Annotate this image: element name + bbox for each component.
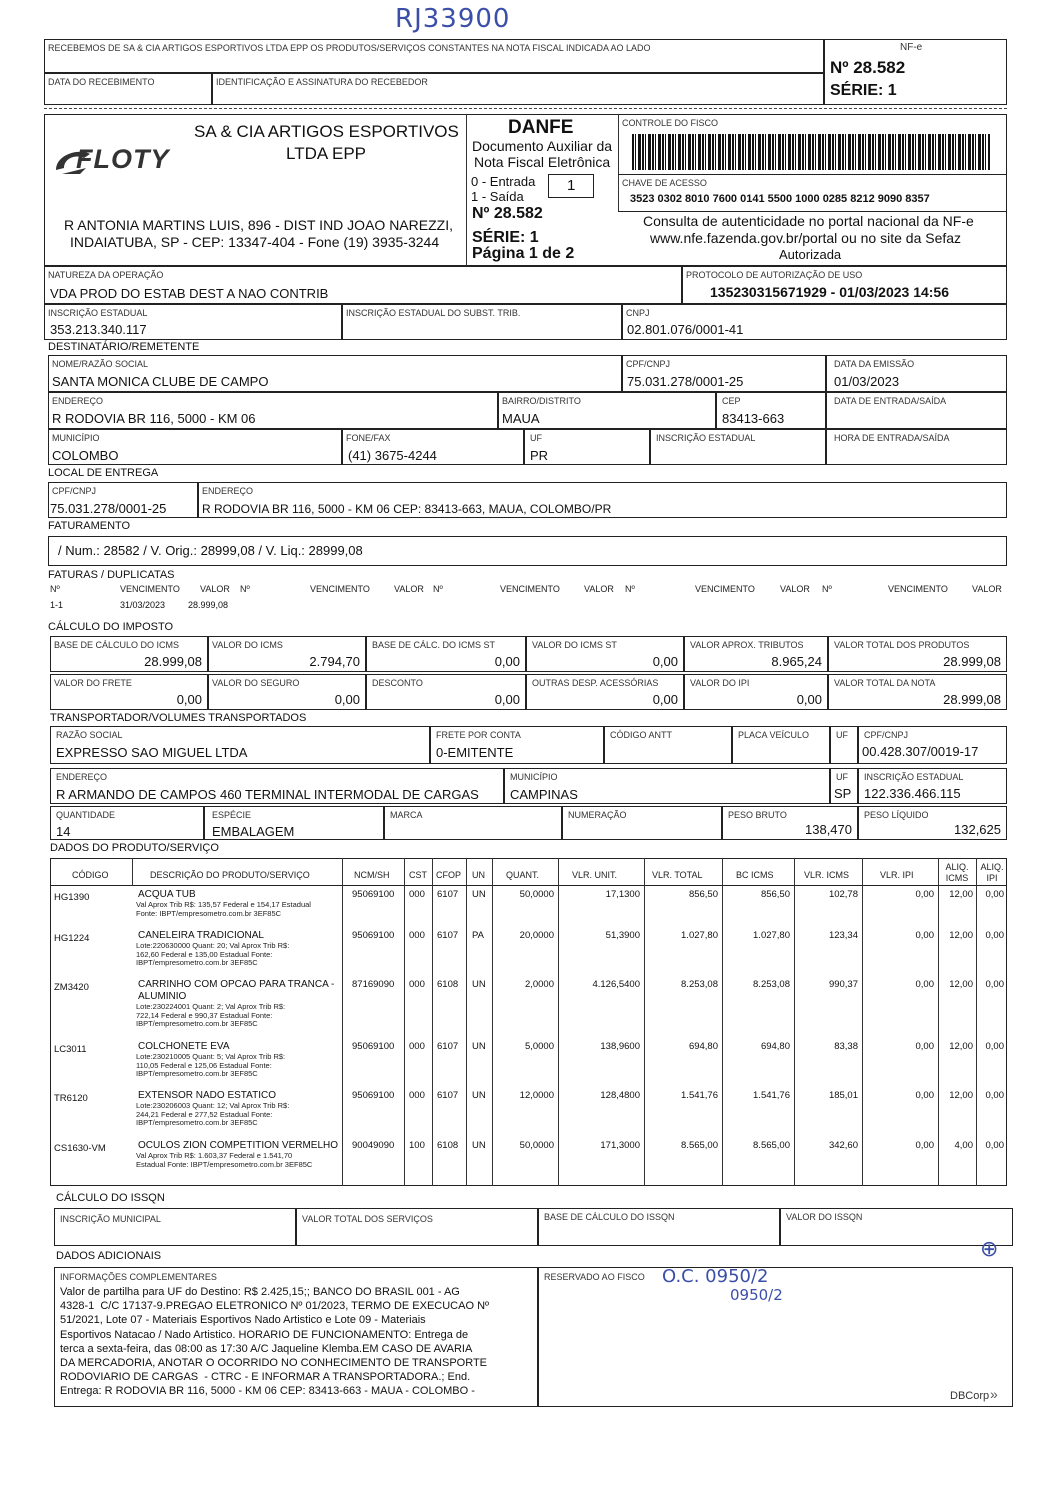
additional-section: DADOS ADICIONAIS bbox=[56, 1250, 162, 1262]
recipient-ie-label: INSCRIÇÃO ESTADUAL bbox=[656, 433, 756, 443]
product-ncm: 95069100 bbox=[352, 889, 395, 900]
product-ipi: 0,00 bbox=[915, 889, 934, 900]
bruto-value: 138,470 bbox=[805, 822, 852, 837]
emissao-value: 01/03/2023 bbox=[834, 374, 900, 389]
product-qty: 20,0000 bbox=[519, 930, 554, 941]
product-cst: 000 bbox=[409, 979, 425, 990]
fone-label: FONE/FAX bbox=[346, 433, 391, 443]
product-icms: 83,38 bbox=[834, 1041, 858, 1052]
total-prod: 28.999,08 bbox=[943, 654, 1001, 669]
product-cst: 100 bbox=[409, 1140, 425, 1151]
dup-header: Nº bbox=[240, 584, 250, 594]
dup-header: VENCIMENTO bbox=[500, 584, 560, 594]
product-aliq-icms: 4,00 bbox=[954, 1140, 973, 1151]
transport-uf2: SP bbox=[834, 786, 852, 801]
product-aliq-icms: 12,00 bbox=[949, 1041, 973, 1052]
col-line bbox=[644, 858, 645, 1186]
recipient-section: DESTINATÁRIO/REMETENTE bbox=[48, 341, 200, 353]
frete-conta-label: FRETE POR CONTA bbox=[436, 730, 521, 740]
col-line bbox=[976, 858, 977, 1186]
dup-num: 1-1 bbox=[50, 600, 64, 610]
reserved-label: RESERVADO AO FISCO bbox=[544, 1272, 645, 1282]
col-line bbox=[558, 858, 559, 1186]
product-un: UN bbox=[472, 1090, 486, 1101]
especie-value: EMBALAGEM bbox=[212, 824, 295, 839]
product-icms: 102,78 bbox=[828, 889, 858, 900]
danfe-saida: 1 - Saída bbox=[471, 189, 524, 204]
product-total: 1.541,76 bbox=[681, 1090, 718, 1101]
product-aliq-ipi: 0,00 bbox=[985, 889, 1004, 900]
product-aliq-icms: 12,00 bbox=[949, 1090, 973, 1101]
col-line bbox=[794, 858, 795, 1186]
base-st-label: BASE DE CÁLC. DO ICMS ST bbox=[372, 640, 496, 650]
product-cst: 000 bbox=[409, 889, 425, 900]
aprox-value: 8.965,24 bbox=[771, 654, 822, 669]
recipient-name-label: NOME/RAZÃO SOCIAL bbox=[52, 359, 149, 369]
product-aliq-ipi: 0,00 bbox=[985, 1041, 1004, 1052]
product-icms: 990,37 bbox=[828, 979, 858, 990]
transport-uf2-label: UF bbox=[836, 772, 848, 782]
danfe-type-value: 1 bbox=[567, 177, 576, 194]
total-nota: 28.999,08 bbox=[943, 692, 1001, 707]
dup-section: FATURAS / DUPLICATAS bbox=[48, 569, 175, 581]
col-line bbox=[862, 858, 863, 1186]
product-ipi: 0,00 bbox=[915, 930, 934, 941]
info-label: INFORMAÇÕES COMPLEMENTARES bbox=[60, 1272, 217, 1282]
product-code: TR6120 bbox=[54, 1093, 88, 1104]
product-aliq-icms: 12,00 bbox=[949, 889, 973, 900]
dup-header: VALOR bbox=[200, 584, 230, 594]
frete-label: VALOR DO FRETE bbox=[54, 678, 132, 688]
dup-venc: 31/03/2023 bbox=[120, 600, 166, 610]
natureza-value: VDA PROD DO ESTAB DEST A NAO CONTRIB bbox=[50, 286, 329, 301]
product-name: ACQUA TUB bbox=[138, 889, 196, 900]
endereco-value: R RODOVIA BR 116, 5000 - KM 06 bbox=[52, 411, 256, 426]
product-cst: 000 bbox=[409, 930, 425, 941]
chave-label: CHAVE DE ACESSO bbox=[622, 178, 707, 188]
product-cst: 000 bbox=[409, 1041, 425, 1052]
divider bbox=[466, 114, 467, 266]
product-icms: 342,60 bbox=[828, 1140, 858, 1151]
bruto-label: PESO BRUTO bbox=[728, 810, 787, 820]
ie-label: INSCRIÇÃO ESTADUAL bbox=[48, 308, 148, 318]
transport-municipio-label: MUNICÍPIO bbox=[510, 772, 558, 782]
product-un: UN bbox=[472, 979, 486, 990]
product-name: CANELEIRA TRADICIONAL bbox=[138, 930, 264, 941]
product-ncm: 95069100 bbox=[352, 1090, 395, 1101]
dup-header: VALOR bbox=[584, 584, 614, 594]
product-code: HG1224 bbox=[54, 933, 90, 944]
consulta-1: Consulta de autenticidade no portal nacional da NF-e bbox=[643, 213, 974, 229]
aprox-label: VALOR APROX. TRIBUTOS bbox=[690, 640, 804, 650]
protocolo-label: PROTOCOLO DE AUTORIZAÇÃO DE USO bbox=[686, 270, 863, 280]
col-ipi: VLR. IPI bbox=[880, 870, 914, 880]
receipt-number: Nº 28.582 bbox=[830, 58, 906, 77]
col-line bbox=[722, 858, 723, 1186]
recipient-cpf: 75.031.278/0001-25 bbox=[627, 374, 744, 389]
product-code: HG1390 bbox=[54, 892, 90, 903]
product-bc: 8.565,00 bbox=[753, 1140, 790, 1151]
col-aliq-icms: ALIQ. ICMS bbox=[945, 862, 969, 883]
base-icms-label: BASE DE CÁLCULO DO ICMS bbox=[54, 640, 180, 650]
valor-st: 0,00 bbox=[652, 654, 678, 669]
product-ipi: 0,00 bbox=[915, 1041, 934, 1052]
danfe-title: DANFE bbox=[508, 117, 574, 138]
col-un: UN bbox=[472, 870, 485, 880]
col-bc: BC ICMS bbox=[736, 870, 774, 880]
transport-municipio: CAMPINAS bbox=[510, 787, 578, 802]
outras-value: 0,00 bbox=[652, 692, 678, 707]
product-extra: Lote:220630000 Quant: 20; Val Aprox Trib R$: 162,60 Federal e 135,00 Estadual Fonte: IBPT/empresometro.com.br 3EF85C bbox=[136, 941, 290, 967]
product-bc: 8.253,08 bbox=[753, 979, 790, 990]
product-cfop: 6107 bbox=[437, 1041, 459, 1052]
issuer-name-1: SA & CIA ARTIGOS ESPORTIVOS bbox=[194, 122, 459, 141]
uf-value: PR bbox=[530, 448, 549, 463]
col-line bbox=[432, 858, 433, 1186]
issqn-valor-label: VALOR DO ISSQN bbox=[786, 1212, 863, 1222]
footer-logo: DBCorp bbox=[950, 1390, 990, 1402]
product-unit: 171,3000 bbox=[600, 1140, 640, 1151]
razao-value: EXPRESSO SAO MIGUEL LTDA bbox=[56, 745, 248, 760]
col-qty: QUANT. bbox=[506, 870, 540, 880]
product-total: 8.565,00 bbox=[681, 1140, 718, 1151]
endereco-label: ENDEREÇO bbox=[52, 396, 104, 406]
danfe-sub-2: Nota Fiscal Eletrônica bbox=[474, 154, 611, 170]
transport-uf-label: UF bbox=[836, 730, 848, 740]
razao-label: RAZÃO SOCIAL bbox=[56, 730, 123, 740]
marca-label: MARCA bbox=[390, 810, 423, 820]
dup-header: Nº bbox=[822, 584, 832, 594]
product-code: CS1630-VM bbox=[54, 1143, 106, 1154]
product-total: 694,80 bbox=[688, 1041, 718, 1052]
transport-cnpj-label: CPF/CNPJ bbox=[864, 730, 909, 740]
issuer-address-1: R ANTONIA MARTINS LUIS, 896 - DIST IND JOAO NAREZZI, bbox=[64, 217, 453, 233]
col-line bbox=[492, 858, 493, 1186]
liquido-value: 132,625 bbox=[954, 822, 1001, 837]
product-name: CARRINHO COM OPCAO PARA TRANCA - ALUMINIO bbox=[138, 979, 335, 1002]
product-extra: Val Aprox Trib R$: 1.603,37 Federal e 1.541,70 Estadual Fonte: IBPT/empresometro.com.br 3EF85C bbox=[136, 1151, 313, 1169]
product-name: COLCHONETE EVA bbox=[138, 1041, 230, 1052]
product-cst: 000 bbox=[409, 1090, 425, 1101]
col-aliq-ipi: ALIQ. IPI bbox=[980, 862, 1004, 883]
product-aliq-ipi: 0,00 bbox=[985, 930, 1004, 941]
entrada-label: DATA DE ENTRADA/SAÍDA bbox=[834, 396, 947, 406]
product-qty: 50,0000 bbox=[519, 889, 554, 900]
danfe-series: SÉRIE: 1 bbox=[472, 229, 539, 246]
chave-acesso: 3523 0302 8010 7600 0141 5500 1000 0285 8212 9090 8357 bbox=[630, 193, 930, 205]
product-total: 856,50 bbox=[688, 889, 718, 900]
consulta-3: Autorizada bbox=[779, 247, 842, 262]
receipt-date-label: DATA DO RECEBIMENTO bbox=[48, 77, 155, 87]
product-unit: 138,9600 bbox=[600, 1041, 640, 1052]
col-line bbox=[404, 858, 405, 1186]
product-name: OCULOS ZION COMPETITION VERMELHO bbox=[138, 1140, 339, 1151]
product-ncm: 87169090 bbox=[352, 979, 395, 990]
product-qty: 2,0000 bbox=[524, 979, 554, 990]
product-extra: Lote:230224001 Quant: 2; Val Aprox Trib R$: 722,14 Federal e 990,37 Estadual Fonte: IBPT/empresometro.com.br 3EF85C bbox=[136, 1002, 286, 1028]
floty-logo bbox=[50, 140, 190, 186]
recipient-name: SANTA MONICA CLUBE DE CAMPO bbox=[52, 374, 269, 389]
outras-label: OUTRAS DESP. ACESSÓRIAS bbox=[532, 678, 659, 688]
danfe-page: Página 1 de 2 bbox=[472, 245, 575, 262]
product-code: LC3011 bbox=[54, 1044, 87, 1055]
delivery-section: LOCAL DE ENTREGA bbox=[48, 467, 159, 479]
product-total: 8.253,08 bbox=[681, 979, 718, 990]
col-cst: CST bbox=[409, 870, 427, 880]
bairro-label: BAIRRO/DISTRITO bbox=[502, 396, 581, 406]
receipt-text: RECEBEMOS DE SA & CIA ARTIGOS ESPORTIVOS LTDA EPP OS PRODUTOS/SERVIÇOS CONSTANTES NA NOTA FISCAL INDICADA AO LADO bbox=[48, 43, 651, 53]
ie-value: 353.213.340.117 bbox=[50, 322, 147, 337]
dup-header: VENCIMENTO bbox=[695, 584, 755, 594]
dup-valor: 28.999,08 bbox=[188, 600, 229, 610]
valor-icms: 2.794,70 bbox=[309, 654, 360, 669]
tax-section: CÁLCULO DO IMPOSTO bbox=[48, 621, 174, 633]
cnpj-label: CNPJ bbox=[626, 308, 650, 318]
product-cfop: 6107 bbox=[437, 889, 459, 900]
product-total: 1.027,80 bbox=[681, 930, 718, 941]
product-qty: 12,0000 bbox=[519, 1090, 554, 1101]
product-aliq-ipi: 0,00 bbox=[985, 979, 1004, 990]
product-icms: 123,34 bbox=[828, 930, 858, 941]
qtd-label: QUANTIDADE bbox=[56, 810, 116, 820]
product-cfop: 6108 bbox=[437, 1140, 459, 1151]
product-unit: 128,4800 bbox=[600, 1090, 640, 1101]
frete-conta-value: 0-EMITENTE bbox=[436, 745, 514, 760]
issqn-total-label: VALOR TOTAL DOS SERVIÇOS bbox=[302, 1214, 433, 1224]
product-extra: Lote:230206003 Quant: 12; Val Aprox Trib R$: 244,21 Federal e 277,52 Estadual Fonte: IBPT/empresometro.com.br 3EF85C bbox=[136, 1101, 290, 1127]
product-qty: 5,0000 bbox=[524, 1041, 554, 1052]
receipt-series: SÉRIE: 1 bbox=[830, 82, 897, 99]
base-icms: 28.999,08 bbox=[144, 654, 202, 669]
product-extra: Lote:230210005 Quant: 5; Val Aprox Trib R$: 110,05 Federal e 125,06 Estadual Fonte: IBPT/empresometro.com.br 3EF85C bbox=[136, 1052, 286, 1078]
product-unit: 17,1300 bbox=[605, 889, 640, 900]
cep-label: CEP bbox=[722, 396, 741, 406]
product-bc: 1.027,80 bbox=[753, 930, 790, 941]
valor-st-label: VALOR DO ICMS ST bbox=[532, 640, 617, 650]
dup-header: VENCIMENTO bbox=[120, 584, 180, 594]
col-line bbox=[342, 858, 343, 1186]
footer-logo-chevron-icon: » bbox=[990, 1386, 998, 1402]
base-st: 0,00 bbox=[494, 654, 520, 669]
product-ipi: 0,00 bbox=[915, 979, 934, 990]
dup-header: VALOR bbox=[780, 584, 810, 594]
reserved-handwriting-2: 0950/2 bbox=[730, 1286, 783, 1304]
transport-section: TRANSPORTADOR/VOLUMES TRANSPORTADOS bbox=[50, 712, 307, 724]
transport-cnpj: 00.428.307/0019-17 bbox=[862, 744, 979, 759]
product-aliq-icms: 12,00 bbox=[949, 930, 973, 941]
floty-logo-text: FLOTY bbox=[76, 144, 170, 174]
product-name: EXTENSOR NADO ESTATICO bbox=[138, 1090, 276, 1101]
transport-ie: 122.336.466.115 bbox=[864, 786, 961, 801]
billing-section: FATURAMENTO bbox=[48, 520, 131, 532]
ipi-value: 0,00 bbox=[796, 692, 822, 707]
liquido-label: PESO LÍQUIDO bbox=[864, 810, 929, 820]
dup-header: Nº bbox=[433, 584, 443, 594]
protocolo-value: 135230315671929 - 01/03/2023 14:56 bbox=[710, 284, 949, 300]
ipi-label: VALOR DO IPI bbox=[690, 678, 750, 688]
product-extra: Val Aprox Trib R$: 135,57 Federal e 154,17 Estadual Fonte: IBPT/empresometro.com.br 3EF85C bbox=[136, 900, 311, 918]
col-code: CÓDIGO bbox=[72, 870, 109, 880]
uf-label: UF bbox=[530, 433, 542, 443]
product-ncm: 90049090 bbox=[352, 1140, 395, 1151]
valor-icms-label: VALOR DO ICMS bbox=[212, 640, 283, 650]
delivery-endereco-label: ENDEREÇO bbox=[202, 486, 254, 496]
product-qty: 50,0000 bbox=[519, 1140, 554, 1151]
product-unit: 51,3900 bbox=[605, 930, 640, 941]
municipio-label: MUNICÍPIO bbox=[52, 433, 100, 443]
issqn-base-label: BASE DE CÁLCULO DO ISSQN bbox=[544, 1212, 675, 1222]
danfe-number: Nº 28.582 bbox=[472, 205, 543, 222]
col-line bbox=[466, 858, 467, 1186]
frete-value: 0,00 bbox=[176, 692, 202, 707]
cut-line bbox=[44, 108, 1007, 109]
product-bc: 1.541,76 bbox=[753, 1090, 790, 1101]
iest-label: INSCRIÇÃO ESTADUAL DO SUBST. TRIB. bbox=[346, 308, 521, 318]
col-line bbox=[132, 858, 133, 886]
dup-header: VENCIMENTO bbox=[310, 584, 370, 594]
antt-label: CÓDIGO ANTT bbox=[610, 730, 673, 740]
reserved-handwriting: O.C. 0950/2 bbox=[662, 1266, 769, 1287]
issuer-name-2: LTDA EPP bbox=[286, 144, 366, 163]
consulta-2: www.nfe.fazenda.gov.br/portal ou no site da Sefaz bbox=[650, 230, 962, 246]
billing-text: / Num.: 28582 / V. Orig.: 28999,08 / V. Liq.: 28999,08 bbox=[58, 543, 363, 558]
total-prod-label: VALOR TOTAL DOS PRODUTOS bbox=[834, 640, 970, 650]
transport-endereco: R ARMANDO DE CAMPOS 460 TERMINAL INTERMODAL DE CARGAS bbox=[56, 787, 479, 802]
product-ipi: 0,00 bbox=[915, 1140, 934, 1151]
cep-value: 83413-663 bbox=[722, 411, 785, 426]
initials-mark: ⊕ bbox=[980, 1237, 999, 1262]
product-un: PA bbox=[472, 930, 484, 941]
dup-header: VENCIMENTO bbox=[888, 584, 948, 594]
product-unit: 4.126,5400 bbox=[592, 979, 640, 990]
product-ncm: 95069100 bbox=[352, 1041, 395, 1052]
especie-label: ESPÉCIE bbox=[212, 810, 252, 820]
placa-label: PLACA VEÍCULO bbox=[738, 730, 810, 740]
product-code: ZM3420 bbox=[54, 982, 89, 993]
delivery-cpf: 75.031.278/0001-25 bbox=[50, 501, 167, 516]
total-nota-label: VALOR TOTAL DA NOTA bbox=[834, 678, 936, 688]
col-unit: VLR. UNIT. bbox=[572, 870, 618, 880]
controle-fisco-label: CONTROLE DO FISCO bbox=[622, 118, 719, 128]
product-cfop: 6108 bbox=[437, 979, 459, 990]
transport-ie-label: INSCRIÇÃO ESTADUAL bbox=[864, 772, 964, 782]
info-text: Valor de partilha para UF do Destino: R$ 2.425,15;; BANCO DO BRASIL 001 - AG 4328-1 C/C 17137-9.PREGAO ELETRONICO Nº 01/2023, TERMO DE EXECUCAO Nº 51/2021, Lote 07 - Materiais Esportivos Nado Artistico e Lote 09 - Materiais Esportivos Natacao / Nado Artistico. HORARIO DE FUNCIONAMENTO: Entrega de terca a sexta-feira, das 08:00 as 17:30 A/C Jaqueline Klemba.EM CASO DE AVARIA DA MERCADORIA, ANOTAR O OCORRIDO NO CONHECIMENTO DE TRANSPORTE RODOVIARIO DE CARGAS - CTRC - E INFORMAR A TRANSPORTADORA.; End. Entrega: R RODOVIA BR 116, 5000 - KM 06 CEP: 83413-663 - MAUA - COLOMBO - bbox=[60, 1286, 490, 1398]
barcode bbox=[632, 134, 990, 170]
col-icms: VLR. ICMS bbox=[804, 870, 850, 880]
dup-header: VALOR bbox=[394, 584, 424, 594]
cnpj-value: 02.801.076/0001-41 bbox=[627, 322, 744, 337]
product-aliq-ipi: 0,00 bbox=[985, 1090, 1004, 1101]
danfe-entrada: 0 - Entrada bbox=[471, 174, 536, 189]
product-ncm: 95069100 bbox=[352, 930, 395, 941]
col-desc: DESCRIÇÃO DO PRODUTO/SERVIÇO bbox=[150, 870, 310, 880]
product-un: UN bbox=[472, 1041, 486, 1052]
dup-header: VALOR bbox=[972, 584, 1002, 594]
emissao-label: DATA DA EMISSÃO bbox=[834, 359, 915, 369]
col-ncm: NCM/SH bbox=[354, 870, 390, 880]
product-un: UN bbox=[472, 1140, 486, 1151]
municipio-value: COLOMBO bbox=[52, 448, 119, 463]
col-cfop: CFOP bbox=[436, 870, 462, 880]
natureza-label: NATUREZA DA OPERAÇÃO bbox=[48, 270, 164, 280]
dup-headers bbox=[50, 584, 1007, 596]
product-icms: 185,01 bbox=[828, 1090, 858, 1101]
product-un: UN bbox=[472, 889, 486, 900]
danfe-sub-1: Documento Auxiliar da bbox=[472, 138, 613, 154]
product-cfop: 6107 bbox=[437, 1090, 459, 1101]
seguro-value: 0,00 bbox=[334, 692, 360, 707]
product-aliq-icms: 12,00 bbox=[949, 979, 973, 990]
delivery-cpf-label: CPF/CNPJ bbox=[52, 486, 97, 496]
issuer-address-2: INDAIATUBA, SP - CEP: 13347-404 - Fone (19) 3935-3244 bbox=[70, 234, 440, 250]
product-cfop: 6107 bbox=[437, 930, 459, 941]
seguro-label: VALOR DO SEGURO bbox=[212, 678, 300, 688]
product-ipi: 0,00 bbox=[915, 1090, 934, 1101]
issqn-section: CÁLCULO DO ISSQN bbox=[56, 1192, 165, 1204]
products-section: DADOS DO PRODUTO/SERVIÇO bbox=[50, 842, 219, 854]
qtd-value: 14 bbox=[56, 824, 71, 839]
product-bc: 856,50 bbox=[760, 889, 790, 900]
dup-header: Nº bbox=[50, 584, 60, 594]
col-line bbox=[938, 858, 939, 1186]
desconto-label: DESCONTO bbox=[372, 678, 423, 688]
delivery-endereco: R RODOVIA BR 116, 5000 - KM 06 CEP: 83413-663, MAUA, COLOMBO/PR bbox=[202, 502, 612, 516]
product-bc: 694,80 bbox=[760, 1041, 790, 1052]
product-aliq-ipi: 0,00 bbox=[985, 1140, 1004, 1151]
recipient-cpf-label: CPF/CNPJ bbox=[626, 359, 671, 369]
dup-header: Nº bbox=[625, 584, 635, 594]
col-total: VLR. TOTAL bbox=[652, 870, 703, 880]
receipt-sign-label: IDENTIFICAÇÃO E ASSINATURA DO RECEBEDOR bbox=[216, 77, 428, 87]
receipt-nfe-label: NF-e bbox=[900, 42, 923, 53]
numeracao-label: NUMERAÇÃO bbox=[568, 810, 627, 820]
transport-endereco-label: ENDEREÇO bbox=[56, 772, 108, 782]
bairro-value: MAUA bbox=[502, 411, 540, 426]
hora-label: HORA DE ENTRADA/SAÍDA bbox=[834, 433, 950, 443]
fone-value: (41) 3675-4244 bbox=[348, 448, 437, 463]
desconto-value: 0,00 bbox=[494, 692, 520, 707]
handwritten-code: RJ33900 bbox=[395, 4, 511, 34]
issqn-im-label: INSCRIÇÃO MUNICIPAL bbox=[60, 1214, 161, 1224]
